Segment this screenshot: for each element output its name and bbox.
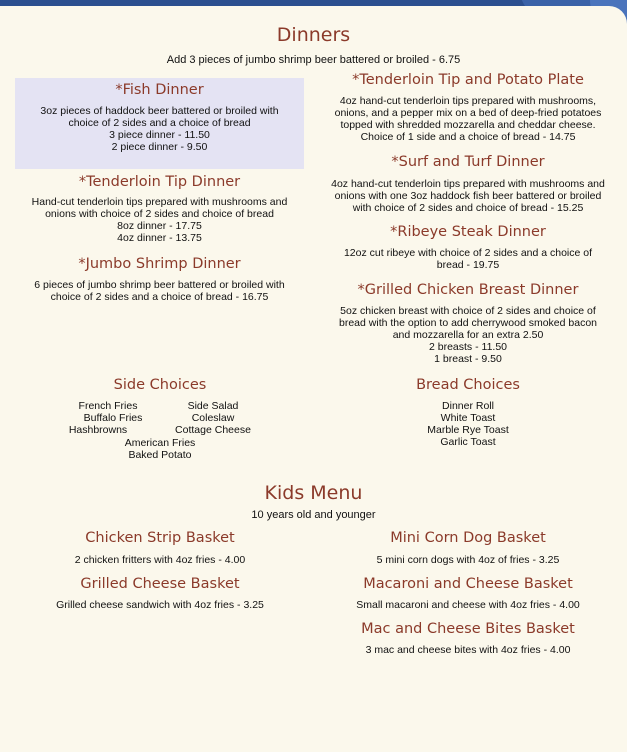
potato-plate-desc-3: topped with shredded mozzarella and cheddar cheese. [340,119,596,131]
grilled-cheese-title: Grilled Cheese Basket [80,576,240,592]
tenderloin-dinner-desc-2: onions with choice of 2 sides and choice of bread [45,208,274,220]
bread-item: Garlic Toast [440,436,496,448]
potato-plate-desc-4: Choice of 1 side and a choice of bread - 14.75 [360,131,576,143]
potato-plate-desc-1: 4oz hand-cut tenderloin tips prepared with mushrooms, [339,95,597,107]
side-choices-title: Side Choices [113,377,207,393]
kids-menu-title: Kids Menu [264,482,363,504]
mac-cheese-desc: Small macaroni and cheese with 4oz fries - 4.00 [356,599,580,611]
surf-turf-desc-2: onions with one 3oz haddock fish beer battered or broiled [334,190,602,202]
side-item: Cottage Cheese [175,424,251,436]
surf-turf-desc-3: with choice of 2 sides and choice of bread - 15.25 [352,202,584,214]
tenderloin-dinner-price-2: 4oz dinner - 13.75 [117,232,202,244]
chicken-breast-desc-1: 5oz chicken breast with choice of 2 sides and choice of [340,305,596,317]
side-item: Side Salad [187,400,239,412]
surf-turf-desc-1: 4oz hand-cut tenderloin tips prepared with mushrooms and [331,178,605,190]
ribeye-desc-1: 12oz cut ribeye with choice of 2 sides and a choice of [343,247,593,259]
chicken-breast-desc-3: and mozzarella for an extra 2.50 [392,329,544,341]
chicken-breast-title: *Grilled Chicken Breast Dinner [357,282,579,298]
ribeye-title: *Ribeye Steak Dinner [390,224,546,240]
fish-dinner-desc-1: 3oz pieces of haddock beer battered or broiled with [40,105,279,117]
bread-choices-title: Bread Choices [416,377,520,393]
side-item: Baked Potato [128,449,192,461]
tenderloin-dinner-title: *Tenderloin Tip Dinner [78,174,241,190]
mac-cheese-title: Macaroni and Cheese Basket [363,576,573,592]
mac-bites-title: Mac and Cheese Bites Basket [361,621,575,637]
dinners-title: Dinners [276,24,351,46]
mac-bites-desc: 3 mac and cheese bites with 4oz fries - 4.00 [365,644,571,656]
potato-plate-desc-2: onions, and a pepper mix on a bed of deep-fried potatoes [334,107,602,119]
menu-panel [0,6,627,752]
corn-dog-desc: 5 mini corn dogs with 4oz of fries - 3.25 [376,554,560,566]
shrimp-dinner-desc-2: choice of 2 sides and a choice of bread - 16.75 [50,291,269,303]
fish-dinner-price-1: 3 piece dinner - 11.50 [109,129,210,141]
ribeye-desc-2: bread - 19.75 [436,259,500,271]
dinners-subtitle: Add 3 pieces of jumbo shrimp beer battered or broiled - 6.75 [166,54,461,66]
shrimp-dinner-title: *Jumbo Shrimp Dinner [78,256,241,272]
tenderloin-dinner-desc-1: Hand-cut tenderloin tips prepared with mushrooms and [31,196,288,208]
potato-plate-title: *Tenderloin Tip and Potato Plate [352,72,584,88]
corn-dog-title: Mini Corn Dog Basket [390,530,546,546]
shrimp-dinner-desc-1: 6 pieces of jumbo shrimp beer battered or broiled with [34,279,285,291]
bread-item: White Toast [440,412,496,424]
side-item: Coleslaw [191,412,235,424]
chicken-breast-price-2: 1 breast - 9.50 [434,353,502,365]
bread-item: Dinner Roll [442,400,494,412]
grilled-cheese-desc: Grilled cheese sandwich with 4oz fries - 3.25 [56,599,264,611]
chicken-strip-title: Chicken Strip Basket [85,530,235,546]
kids-menu-subtitle: 10 years old and younger [251,509,376,521]
tenderloin-dinner-price-1: 8oz dinner - 17.75 [117,220,202,232]
fish-dinner-price-2: 2 piece dinner - 9.50 [111,141,208,153]
fish-dinner-desc-2: choice of 2 sides and a choice of bread [68,117,251,129]
side-item: Buffalo Fries [83,412,143,424]
chicken-breast-desc-2: bread with the option to add cherrywood smoked bacon [339,317,597,329]
bread-item: Marble Rye Toast [427,424,509,436]
chicken-strip-desc: 2 chicken fritters with 4oz fries - 4.00 [74,554,246,566]
side-item: American Fries [124,437,196,449]
surf-turf-title: *Surf and Turf Dinner [391,154,545,170]
side-item: French Fries [78,400,138,412]
chicken-breast-price-1: 2 breasts - 11.50 [428,341,508,353]
fish-dinner-title: *Fish Dinner [115,82,204,98]
side-item: Hashbrowns [68,424,128,436]
